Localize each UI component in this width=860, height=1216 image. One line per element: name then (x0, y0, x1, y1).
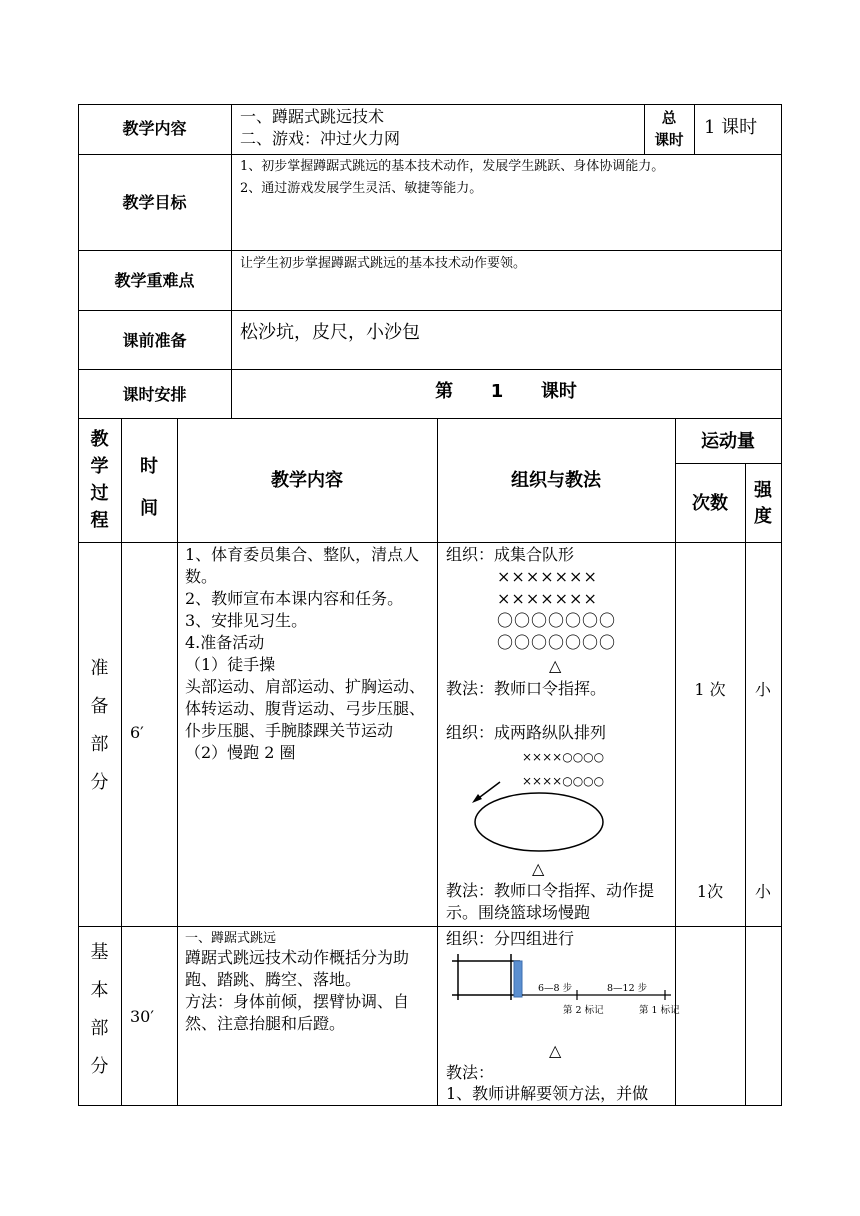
column-row: ××××○○○○ (522, 750, 605, 764)
prep-label: 课前准备 (122, 331, 187, 350)
total-label-1: 总 (661, 111, 677, 127)
content-label: 教学内容 (122, 119, 187, 138)
formation-row: ××××××× (497, 589, 598, 608)
col-method: 组织与教法 (511, 470, 601, 491)
arrow-head-icon (472, 794, 482, 803)
formation-row: ××××××× (497, 567, 598, 586)
warmup-org-2: 组织：成两路纵队排列 (446, 723, 607, 742)
warmup-method-2: 教法：教师口令指挥、动作提 示。围绕篮球场慢跑 (446, 881, 655, 922)
goal-line-1: 1、初步掌握蹲踞式跳远的基本技术动作，发展学生跳跃、身体协调能力。 (240, 159, 665, 174)
main-content-line: 方法：身体前倾，摆臂协调、自 (185, 992, 410, 1011)
content-line-2: 二、游戏：冲过火力网 (240, 129, 401, 148)
main-method-label: 教法： (446, 1063, 495, 1082)
warmup-org-1: 组织：成集合队形 (446, 545, 575, 564)
col-load: 运动量 (701, 431, 755, 452)
column-row: ××××○○○○ (522, 774, 605, 788)
key-label: 教学重难点 (114, 271, 195, 290)
teacher-mark-2: △ (532, 859, 545, 878)
formation (497, 566, 616, 654)
warmup-intensity-1: 小 (754, 680, 771, 699)
total-value: 1 课时 (704, 117, 758, 138)
schedule-number: 1 (490, 381, 504, 402)
warmup-content-line: 3、安排见习生。 (185, 611, 308, 630)
warmup-section-label: 准 备 部 分 (90, 658, 109, 793)
warmup-time: 6′ (130, 723, 144, 742)
content-line-1: 一、蹲踞式跳远技术 (240, 107, 385, 126)
schedule-word-1: 第 (435, 381, 454, 402)
label-steps-2: 8—12 步 (607, 983, 648, 994)
warmup-method-1: 教法：教师口令指挥。 (446, 679, 607, 698)
takeoff-board (514, 961, 522, 997)
warmup-content-line: 仆步压腿、手腕膝踝关节运动 (185, 721, 394, 740)
main-time: 30′ (130, 1007, 154, 1026)
col-process: 教 学 过 程 (90, 429, 109, 531)
warmup-content-line: 4.准备活动 (185, 633, 265, 652)
warmup-content-line: 头部运动、肩部运动、扩胸运动、 (185, 677, 426, 696)
goal-label: 教学目标 (122, 193, 187, 212)
schedule-word-2: 课时 (540, 381, 577, 402)
warmup-content-line: （2）慢跑 2 圈 (185, 743, 296, 762)
main-title: 一、蹲踞式跳远 (185, 931, 277, 946)
schedule-value (231, 380, 781, 404)
schedule-label: 课时安排 (122, 385, 187, 404)
label-mark-2: 第 2 标记 (563, 1005, 604, 1016)
main-method-line: 1、教师讲解要领方法，并做 (446, 1084, 649, 1103)
long-jump-diagram (446, 950, 680, 1020)
warmup-content-line: 体转运动、腹背运动、弓步压腿、 (185, 699, 426, 718)
warmup-count-2: 1次 (696, 882, 724, 901)
main-content-line: 然、注意抬腿和后蹬。 (185, 1014, 346, 1033)
key-text: 让学生初步掌握蹲踞式跳远的基本技术动作要领。 (240, 256, 527, 271)
track-diagram (466, 778, 616, 858)
total-label-2: 课时 (654, 133, 684, 149)
teacher-mark: △ (549, 656, 562, 675)
label-steps-1: 6—8 步 (538, 983, 573, 994)
formation-row: 〇〇〇〇〇〇〇 (497, 611, 617, 630)
col-time: 时 间 (140, 456, 158, 519)
warmup-count-1: 1 次 (694, 680, 726, 699)
main-section-label: 基 本 部 分 (90, 942, 109, 1077)
formation-row: 〇〇〇〇〇〇〇 (497, 633, 617, 652)
col-content: 教学内容 (271, 470, 343, 491)
warmup-content-line: 数。 (185, 567, 218, 586)
warmup-content-line: （1）徒手操 (185, 655, 276, 674)
main-content-line: 蹲踞式跳远技术动作概括分为助 (185, 948, 410, 967)
col-count: 次数 (692, 493, 728, 514)
main-content (185, 947, 409, 1035)
col-intensity: 强 度 (754, 480, 772, 527)
label-mark-1: 第 1 标记 (639, 1005, 680, 1016)
track-oval (475, 793, 603, 851)
goal-line-2: 2、通过游戏发展学生灵活、敏捷等能力。 (240, 181, 483, 196)
main-content-line: 跑、踏跳、腾空、落地。 (185, 970, 362, 989)
warmup-content (185, 544, 425, 764)
warmup-content-line: 2、教师宣布本课内容和任务。 (185, 589, 404, 608)
warmup-intensity-2: 小 (754, 882, 771, 901)
prep-text: 松沙坑，皮尺，小沙包 (240, 322, 420, 343)
warmup-content-line: 1、体育委员集合、整队，清点人 (185, 545, 420, 564)
main-teacher-mark: △ (549, 1041, 562, 1060)
main-org: 组织：分四组进行 (446, 929, 575, 948)
